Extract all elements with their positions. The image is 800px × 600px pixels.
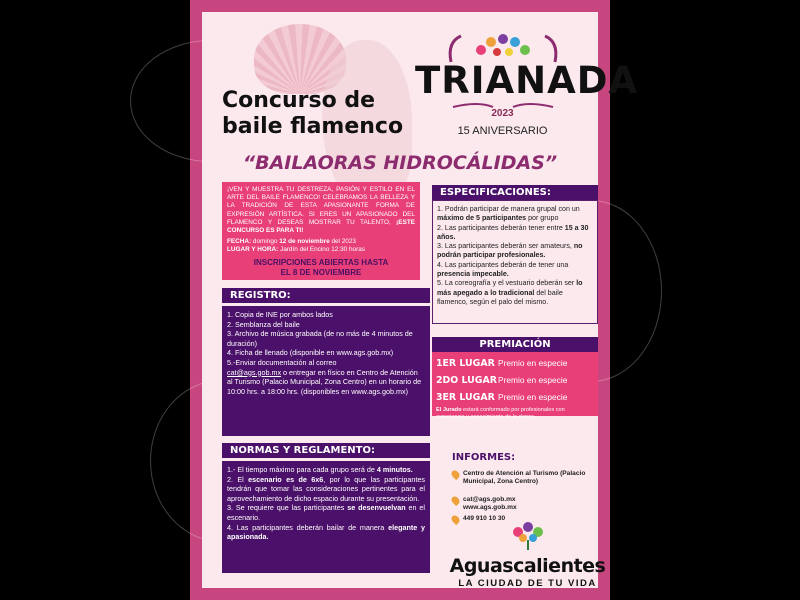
normas-list bbox=[222, 461, 430, 573]
intro-box bbox=[222, 182, 420, 280]
premiacion-header: PREMIACIÓN bbox=[432, 337, 598, 352]
especificaciones-header: ESPECIFICACIONES: bbox=[432, 185, 598, 200]
premiacion-box bbox=[432, 352, 598, 420]
contest-subtitle: “BAILAORAS HIDROCÁLIDAS” bbox=[242, 152, 558, 174]
spec-item: 4. Las participantes deberán de tener una presencia impecable. bbox=[437, 260, 569, 279]
intro-fecha: FECHA: domingo 12 de noviembre del 2023 bbox=[227, 238, 356, 246]
prize-row: 1ER LUGAR Premio en especie bbox=[436, 358, 568, 369]
aguascalientes-logo bbox=[445, 520, 610, 589]
spec-item: 5. La coreografía y el vestuario deberán ser lo más apegado a lo tradicional del baile flamenco, según el palo del mismo. bbox=[437, 279, 583, 306]
registro-item: cat@ags.gob.mx o entregar en físico en Centro de Atención al Turismo (Palacio Municipal, Zona Centro) en un horario de 10:00 hrs. a 18:00 hrs. (disponibles en www.ags.gob.mx) bbox=[227, 367, 422, 396]
registro-list bbox=[222, 306, 430, 436]
prize-row: 2DO LUGARPremio en especie bbox=[436, 375, 568, 386]
registro-item: 1. Copia de INE por ambos lados bbox=[227, 310, 333, 319]
trianada-logo bbox=[415, 32, 639, 137]
registro-item: 3. Archivo de música grabada (de no más de 4 minutos de duración) bbox=[227, 329, 413, 348]
intro-text: ¡VEN Y MUESTRA TU DESTREZA, PASIÓN Y ESTILO EN EL ARTE DEL BAILE FLAMENCO! CELEBRAMOS LA BELLEZA Y LA TRADICIÓN DE ESTA APASIONANTE FORMA DE EXPRESIÓN ARTÍSTICA. SI ERES UN APASIONADO DEL FLAMENCO Y DESEAS MOSTRAR TU TALENTO, ¡ESTE CONCURSO ES PARA TI! bbox=[227, 186, 415, 235]
registro-email-link[interactable]: cat@ags.gob.mx bbox=[227, 367, 282, 377]
jurado-note: El Jurado estará conformado por profesionales con experiencia y conocimiento de la danza. bbox=[436, 407, 565, 420]
city-name: Aguascalientes bbox=[449, 555, 606, 577]
normas-header: NORMAS Y REGLAMENTO: bbox=[222, 443, 430, 458]
informes-email[interactable]: cat@ags.gob.mx bbox=[463, 496, 516, 503]
informes-header: INFORMES: bbox=[452, 452, 516, 463]
registro-item: 4. Ficha de llenado (disponible en www.ags.gob.mx) bbox=[227, 348, 394, 358]
city-slogan: LA CIUDAD DE TU VIDA bbox=[458, 578, 597, 589]
spec-item: 3. Las participantes deberán ser amateurs, no podrán participar profesionales. bbox=[437, 242, 583, 260]
email-pin-icon bbox=[450, 495, 461, 506]
location-pin-icon bbox=[450, 469, 461, 480]
registro-item: 2. Semblanza del baile bbox=[227, 319, 300, 329]
especificaciones-list bbox=[432, 200, 598, 324]
norma-item: 2. El escenario es de 6x6, por lo que las participantes tendrán que tomar las consideraciones pertinentes para el aprovechamiento de dicho espacio durante su presentación. bbox=[227, 474, 425, 503]
logo-year: 2023 bbox=[491, 108, 514, 119]
spec-item: 2. Las participantes deberán tener entre 15 a 30 años. bbox=[437, 223, 589, 241]
informes-web[interactable]: www.ags.gob.mx bbox=[463, 504, 517, 511]
registro-item: 5.-Enviar documentación al correo bbox=[227, 357, 337, 367]
spec-item: 1. Podrán participar de manera grupal con un máximo de 5 participantes por grupo bbox=[437, 205, 580, 223]
informes-contact bbox=[452, 496, 593, 512]
tree-flowers-icon bbox=[503, 520, 553, 550]
norma-item: 4. Las participantes deberán bailar de manera elegante y apasionada. bbox=[227, 522, 426, 542]
registro-header: REGISTRO: bbox=[222, 288, 430, 303]
poster-paper bbox=[202, 12, 639, 589]
inscripciones-notice: INSCRIPCIONES ABIERTAS HASTA EL 8 DE NOVIEMBRE bbox=[253, 257, 389, 277]
poster-title bbox=[222, 88, 403, 140]
title-line-2: baile flamenco bbox=[222, 114, 404, 139]
informes-address: Centro de Atención al Turismo (Palacio Municipal, Zona Centro) bbox=[452, 470, 593, 486]
logo-name: TRIANADA bbox=[415, 59, 639, 102]
logo-anniversary: 15 ANIVERSARIO bbox=[457, 125, 548, 137]
poster-frame bbox=[190, 0, 639, 600]
norma-item: 1.- El tiempo máximo para cada grupo será de 4 minutos. bbox=[227, 465, 413, 474]
prize-row: 3ER LUGAR Premio en especie bbox=[436, 392, 568, 403]
intro-lugar: LUGAR Y HORA: Jardín del Encino 12:30 horas bbox=[227, 246, 365, 254]
informes-phone: 449 910 10 30 bbox=[452, 515, 593, 524]
norma-item: 3. Se requiere que las participantes se desenvuelvan en el escenario. bbox=[227, 503, 425, 522]
title-line-1: Concurso de bbox=[222, 88, 376, 113]
